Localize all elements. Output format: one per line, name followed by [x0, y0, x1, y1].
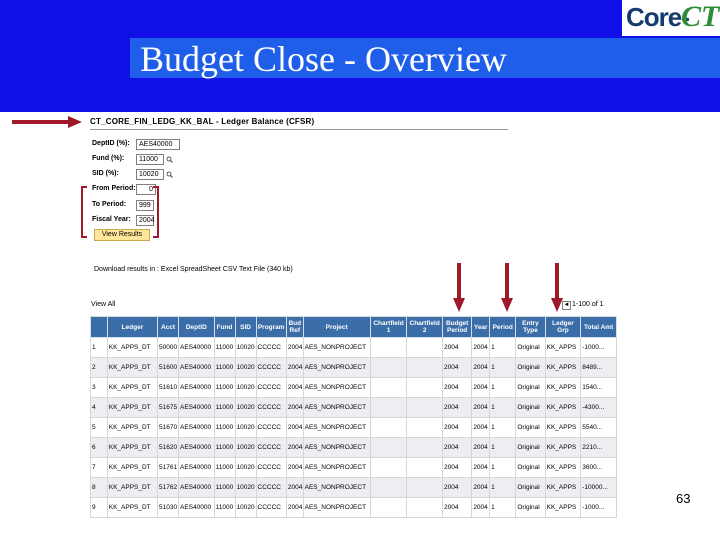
table-cell: 2004 — [472, 398, 490, 418]
table-cell: CCCCC — [256, 418, 286, 438]
table-cell: AES_NONPROJECT — [303, 398, 370, 418]
table-cell: 1 — [490, 398, 516, 418]
table-cell: 2004 — [472, 378, 490, 398]
table-cell: 51030 — [158, 498, 179, 518]
table-cell: CCCCC — [256, 378, 286, 398]
table-cell: 51600 — [158, 358, 179, 378]
table-cell: 1 — [490, 338, 516, 358]
table-cell: 1 — [91, 338, 108, 358]
table-cell: KK_APPS — [545, 358, 581, 378]
grid-header-cell[interactable]: Period — [490, 317, 516, 338]
table-cell: 11000 — [214, 438, 235, 458]
table-cell: CCCCC — [256, 358, 286, 378]
slide-title: Budget Close - Overview — [140, 39, 507, 79]
table-cell: 2004 — [442, 458, 471, 478]
table-cell: AES40000 — [178, 378, 214, 398]
table-cell: KK_APPS — [545, 378, 581, 398]
table-cell: 2004 — [286, 418, 303, 438]
table-cell: -10000... — [581, 478, 617, 498]
table-cell: 10020 — [235, 398, 256, 418]
grid-header-cell[interactable]: Chartfield 2 — [407, 317, 443, 338]
table-cell: 2004 — [442, 338, 471, 358]
table-cell: 2004 — [442, 438, 471, 458]
table-cell: AES40000 — [178, 498, 214, 518]
table-cell: 51620 — [158, 438, 179, 458]
table-cell: AES_NONPROJECT — [303, 498, 370, 518]
table-cell: KK_APPS_DT — [107, 378, 157, 398]
criteria-label-to-period: To Period: — [92, 201, 127, 208]
table-cell: CCCCC — [256, 458, 286, 478]
table-cell: 1 — [490, 478, 516, 498]
table-cell: 2004 — [472, 458, 490, 478]
grid-header-cell[interactable]: Entry Type — [516, 317, 545, 338]
table-cell: 2004 — [472, 358, 490, 378]
grid-header-cell[interactable]: Program — [256, 317, 286, 338]
table-cell: KK_APPS — [545, 398, 581, 418]
table-cell: 2004 — [472, 418, 490, 438]
table-cell: 2004 — [286, 378, 303, 398]
table-cell: AES_NONPROJECT — [303, 458, 370, 478]
download-results-line[interactable]: Download results in : Excel SpreadSheet CSV Text File (340 kb) — [94, 266, 293, 273]
table-cell: 1 — [490, 418, 516, 438]
grid-header-cell[interactable]: Ledger — [107, 317, 157, 338]
table-cell: KK_APPS — [545, 438, 581, 458]
table-cell: Original — [516, 458, 545, 478]
arrow-icon — [453, 263, 465, 312]
table-cell: 2004 — [472, 498, 490, 518]
component-title: CT_CORE_FIN_LEDG_KK_BAL - Ledger Balance (CFSR) — [90, 117, 315, 126]
table-cell: 3 — [91, 378, 108, 398]
table-cell: 1 — [490, 378, 516, 398]
table-cell: AES_NONPROJECT — [303, 478, 370, 498]
criteria-label-from-period: From Period: — [92, 185, 136, 192]
table-cell: 5 — [91, 418, 108, 438]
table-cell: AES_NONPROJECT — [303, 338, 370, 358]
table-cell: 2004 — [286, 338, 303, 358]
table-cell: CCCCC — [256, 498, 286, 518]
fund-input[interactable]: 11000 — [136, 154, 164, 165]
table-cell: AES40000 — [178, 358, 214, 378]
table-cell: 2004 — [472, 338, 490, 358]
from-period-input[interactable]: 0 — [136, 184, 156, 195]
table-cell: -1000... — [581, 338, 617, 358]
table-cell: 10020 — [235, 458, 256, 478]
table-cell: CCCCC — [256, 438, 286, 458]
table-cell: KK_APPS_DT — [107, 398, 157, 418]
row-count-nav: 1-100 of 1 — [572, 301, 604, 308]
table-cell: 2004 — [442, 398, 471, 418]
criteria-label-sid: SID (%): — [92, 170, 119, 177]
table-cell: 2004 — [472, 438, 490, 458]
table-cell: 2004 — [286, 458, 303, 478]
table-cell: 4 — [91, 398, 108, 418]
table-cell: 10020 — [235, 418, 256, 438]
criteria-label-deptid: DeptID (%): — [92, 140, 130, 147]
table-cell: 2004 — [286, 478, 303, 498]
arrow-icon — [551, 263, 563, 312]
table-cell: KK_APPS — [545, 458, 581, 478]
table-cell: KK_APPS_DT — [107, 358, 157, 378]
table-cell: 51762 — [158, 478, 179, 498]
table-cell: AES40000 — [178, 338, 214, 358]
grid-header-cell[interactable]: Acct — [158, 317, 179, 338]
arrow-icon — [12, 116, 82, 128]
table-cell: CCCCC — [256, 338, 286, 358]
table-cell: KK_APPS_DT — [107, 438, 157, 458]
table-cell: 10020 — [235, 378, 256, 398]
grid-header-cell[interactable]: Chartfield 1 — [370, 317, 407, 338]
table-cell: AES40000 — [178, 438, 214, 458]
table-cell: 1 — [490, 358, 516, 378]
first-page-icon[interactable]: ◄ — [563, 302, 570, 308]
table-cell: AES40000 — [178, 458, 214, 478]
table-cell: Original — [516, 478, 545, 498]
table-cell: AES40000 — [178, 398, 214, 418]
table-cell: KK_APPS_DT — [107, 338, 157, 358]
table-cell: 10020 — [235, 338, 256, 358]
to-period-input[interactable]: 999 — [136, 200, 154, 211]
table-cell: 1 — [490, 458, 516, 478]
table-cell: 2004 — [286, 398, 303, 418]
grid-header-cell[interactable]: Ledger Grp — [545, 317, 581, 338]
table-cell: 2210... — [581, 438, 617, 458]
table-cell: 10020 — [235, 498, 256, 518]
table-cell: KK_APPS_DT — [107, 498, 157, 518]
table-cell: KK_APPS — [545, 338, 581, 358]
table-cell: Original — [516, 498, 545, 518]
table-cell: Original — [516, 438, 545, 458]
table-cell: 50000 — [158, 338, 179, 358]
table-cell: 10020 — [235, 438, 256, 458]
grid-header-cell[interactable]: Bud Ref — [286, 317, 303, 338]
table-cell: 2004 — [442, 478, 471, 498]
grid-header-cell[interactable]: Budget Period — [442, 317, 471, 338]
table-cell: Original — [516, 398, 545, 418]
table-cell: 2004 — [472, 478, 490, 498]
table-cell: 10020 — [235, 478, 256, 498]
view-all-link[interactable]: View All — [91, 301, 116, 308]
table-cell: 6 — [91, 438, 108, 458]
table-cell: -4300... — [581, 398, 617, 418]
table-cell: -1000... — [581, 498, 617, 518]
table-cell: Original — [516, 338, 545, 358]
table-cell: 2004 — [442, 378, 471, 398]
grid-header-cell[interactable]: Total Amt — [581, 317, 617, 338]
table-cell: AES40000 — [178, 478, 214, 498]
table-cell: 1 — [490, 438, 516, 458]
table-cell: AES_NONPROJECT — [303, 358, 370, 378]
criteria-label-fiscal-year: Fiscal Year: — [92, 216, 131, 223]
table-cell: 11000 — [214, 418, 235, 438]
table-cell: 11000 — [214, 478, 235, 498]
grid-header-cell[interactable]: Year — [472, 317, 490, 338]
table-cell: 10020 — [235, 358, 256, 378]
sid-input[interactable]: 10020 — [136, 169, 164, 180]
table-cell: 11000 — [214, 358, 235, 378]
table-cell: 51761 — [158, 458, 179, 478]
table-cell: KK_APPS — [545, 498, 581, 518]
table-cell: 2004 — [286, 438, 303, 458]
page-number: 63 — [676, 491, 691, 506]
arrow-icon — [501, 263, 513, 312]
grid-header-cell[interactable]: SID — [235, 317, 256, 338]
grid-header-cell[interactable]: DeptID — [178, 317, 214, 338]
table-cell: KK_APPS — [545, 418, 581, 438]
table-cell: KK_APPS — [545, 478, 581, 498]
criteria-label-fund: Fund (%): — [92, 155, 125, 162]
fiscal-year-input[interactable]: 2004 — [136, 215, 154, 226]
table-cell: 5540... — [581, 418, 617, 438]
table-cell: KK_APPS_DT — [107, 418, 157, 438]
table-cell: AES40000 — [178, 418, 214, 438]
table-cell: KK_APPS_DT — [107, 478, 157, 498]
table-cell: 51675 — [158, 398, 179, 418]
table-cell: 51670 — [158, 418, 179, 438]
table-cell: 51610 — [158, 378, 179, 398]
logo-ct-text: CT — [681, 0, 720, 33]
table-cell: Original — [516, 378, 545, 398]
table-cell: 11000 — [214, 458, 235, 478]
table-cell: 2 — [91, 358, 108, 378]
table-cell: CCCCC — [256, 398, 286, 418]
view-results-button[interactable]: View Results — [94, 229, 150, 241]
table-cell: CCCCC — [256, 478, 286, 498]
table-cell: 1 — [490, 498, 516, 518]
table-cell: 2004 — [442, 418, 471, 438]
table-cell: 2004 — [286, 498, 303, 518]
grid-header-cell[interactable]: Project — [303, 317, 370, 338]
table-cell: AES_NONPROJECT — [303, 418, 370, 438]
table-cell: 1540... — [581, 378, 617, 398]
table-cell: 3600... — [581, 458, 617, 478]
table-cell: AES_NONPROJECT — [303, 378, 370, 398]
table-cell: 7 — [91, 458, 108, 478]
table-cell: 8489... — [581, 358, 617, 378]
table-cell: 11000 — [214, 338, 235, 358]
table-cell: 11000 — [214, 498, 235, 518]
table-cell: 11000 — [214, 398, 235, 418]
table-cell: 2004 — [442, 358, 471, 378]
table-cell: Original — [516, 418, 545, 438]
table-cell: 2004 — [286, 358, 303, 378]
table-cell: AES_NONPROJECT — [303, 438, 370, 458]
table-cell: 8 — [91, 478, 108, 498]
table-cell: 11000 — [214, 378, 235, 398]
table-cell: 2004 — [442, 498, 471, 518]
table-cell: Original — [516, 358, 545, 378]
deptid-input[interactable]: AES40000 — [136, 139, 180, 150]
table-cell: KK_APPS_DT — [107, 458, 157, 478]
table-cell: 9 — [91, 498, 108, 518]
logo-core-text: Core- — [626, 2, 689, 32]
grid-header-cell[interactable]: Fund — [214, 317, 235, 338]
